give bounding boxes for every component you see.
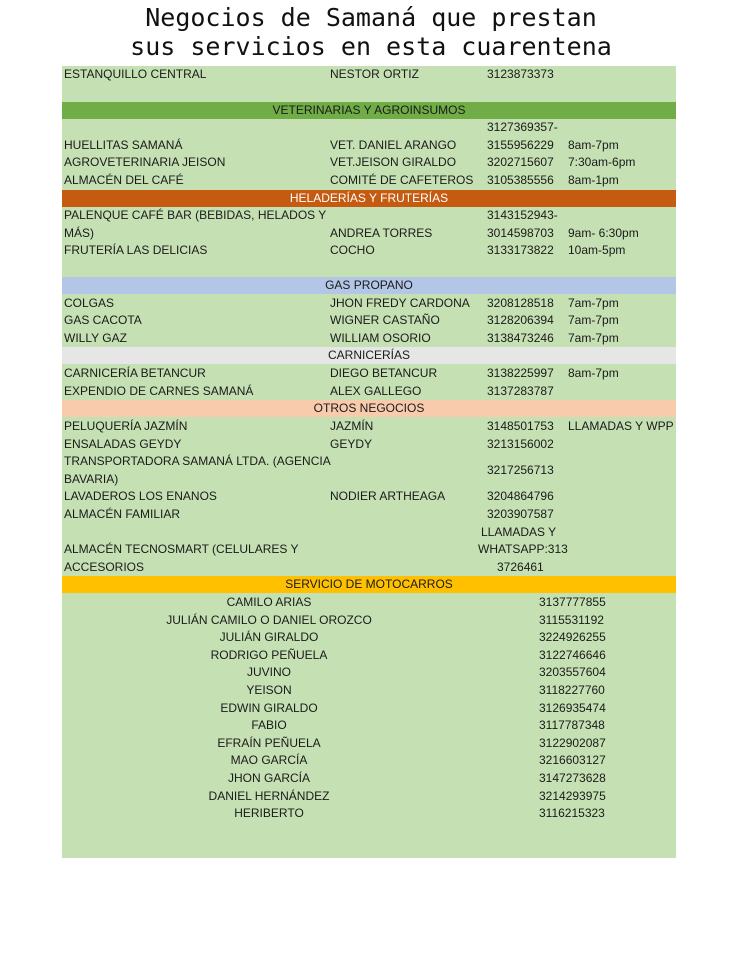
business-name: FRUTERÍA LAS DELICIAS (64, 243, 208, 257)
business-name: ENSALADAS GEYDY (64, 437, 182, 451)
phone-number: 3014598703 (487, 226, 554, 240)
contact-name: WIGNER CASTAÑO (330, 313, 440, 327)
business-name: TRANSPORTADORA SAMANÁ LTDA. (AGENCIA (64, 454, 331, 468)
hours: 8am-7pm (568, 366, 619, 380)
phone-number: 3116215323 (539, 806, 605, 820)
business-name: CARNICERÍA BETANCUR (64, 366, 206, 380)
phone-number: 3203907587 (487, 507, 554, 521)
contact-name: DIEGO BETANCUR (330, 366, 438, 380)
driver-name: JHON GARCÍA (227, 771, 310, 785)
hours: 7am-7pm (568, 331, 619, 345)
section-header-gas: GAS PROPANO (62, 277, 676, 294)
phone-number: 3203557604 (539, 665, 606, 679)
driver-name: JUVINO (246, 665, 291, 679)
section-header-otros: OTROS NEGOCIOS (62, 400, 676, 417)
hours: 10am-5pm (568, 243, 626, 257)
phone-number: 3204864796 (487, 489, 554, 503)
business-name: ALMACÉN DEL CAFÉ (64, 173, 184, 187)
business-name: MÁS) (64, 226, 94, 240)
driver-name: FABIO (251, 718, 287, 732)
contact-name: NODIER ARTHEAGA (330, 489, 446, 503)
business-table (62, 66, 676, 858)
driver-name: JULIÁN CAMILO O DANIEL OROZCO (166, 613, 372, 627)
contact-name: VET.JEISON GIRALDO (330, 155, 457, 169)
hours: 8am-1pm (568, 173, 619, 187)
phone-number: 3138473246 (487, 331, 554, 345)
phone-number: 3155956229 (487, 138, 554, 152)
phone-number: 3137283787 (487, 384, 554, 398)
title-line-2: sus servicios en esta cuarentena (130, 32, 612, 61)
phone-number: 3208128518 (487, 296, 554, 310)
phone-number: 3122902087 (539, 736, 606, 750)
driver-name: YEISON (246, 683, 292, 697)
contact-name: ANDREA TORRES (330, 226, 433, 240)
business-name: EXPENDIO DE CARNES SAMANÁ (64, 384, 254, 398)
phone-number: 3217256713 (487, 463, 554, 477)
phone-number: 3726461 (497, 560, 544, 574)
phone-number: 3202715607 (487, 155, 554, 169)
business-name: HUELLITAS SAMANÁ (64, 138, 183, 152)
phone-number: 3224926255 (539, 630, 606, 644)
business-name: AGROVETERINARIA JEISON (64, 155, 226, 169)
phone-number: 3147273628 (539, 771, 606, 785)
contact-name: JAZMÍN (330, 419, 374, 433)
phone-number: 3118227760 (539, 683, 605, 697)
business-name: ACCESORIOS (64, 560, 145, 574)
phone-number: 3115531192 (539, 613, 604, 627)
contact-name: COCHO (330, 243, 375, 257)
phone-number: WHATSAPP:313 (478, 542, 568, 556)
contact-name: VET. DANIEL ARANGO (330, 138, 457, 152)
phone-number: 3128206394 (487, 313, 554, 327)
hours: 7am-7pm (568, 313, 619, 327)
hours: 9am- 6:30pm (568, 226, 639, 240)
section-header-motocarros: SERVICIO DE MOTOCARROS (62, 576, 676, 593)
driver-name: RODRIGO PEÑUELA (210, 648, 328, 662)
business-name: COLGAS (64, 296, 115, 310)
driver-name: MAO GARCÍA (230, 753, 308, 767)
phone-number: 3126935474 (539, 701, 606, 715)
phone-number: 3216603127 (539, 753, 606, 767)
business-name: GAS CACOTA (64, 313, 142, 327)
business-name: WILLY GAZ (64, 331, 127, 345)
hours: 7am-7pm (568, 296, 619, 310)
phone-number: 3117787348 (539, 718, 605, 732)
business-name: BAVARIA) (64, 472, 119, 486)
phone-number: 3138225997 (487, 366, 554, 380)
contact-name: ALEX GALLEGO (330, 384, 422, 398)
phone-number: 3105385556 (487, 173, 554, 187)
business-name: ALMACÉN FAMILIAR (64, 507, 181, 521)
page-title (0, 3, 742, 61)
hours: 7:30am-6pm (568, 155, 636, 169)
business-name: PALENQUE CAFÉ BAR (BEBIDAS, HELADOS Y (64, 208, 327, 222)
driver-name: DANIEL HERNÁNDEZ (208, 789, 330, 803)
phone-number: 3122746646 (539, 648, 606, 662)
phone-number: 3127369357- (487, 120, 558, 134)
title-line-1: Negocios de Samaná que prestan (145, 3, 597, 32)
contact-name: JHON FREDY CARDONA (330, 296, 470, 310)
phone-number: 3148501753 (487, 419, 554, 433)
hours: 8am-7pm (568, 138, 619, 152)
driver-name: JULIÁN GIRALDO (219, 630, 319, 644)
business-name: ALMACÉN TECNOSMART (CELULARES Y (64, 542, 299, 556)
driver-name: EFRAÍN PEÑUELA (217, 736, 321, 750)
driver-name: HERIBERTO (234, 806, 304, 820)
phone-number: 3137777855 (539, 595, 606, 609)
phone-number: 3213156002 (487, 437, 554, 451)
business-name: ESTANQUILLO CENTRAL (64, 67, 207, 81)
contact-name: WILLIAM OSORIO (330, 331, 431, 345)
contact-name: GEYDY (330, 437, 373, 451)
phone-number: 3143152943- (487, 208, 558, 222)
hours: LLAMADAS Y WPP (568, 419, 674, 433)
business-name: LAVADEROS LOS ENANOS (64, 489, 217, 503)
driver-name: CAMILO ARIAS (226, 595, 312, 609)
phone-number: 3214293975 (539, 789, 606, 803)
phone-number: 3123873373 (487, 67, 554, 81)
contact-name: COMITÉ DE CAFETEROS (330, 173, 474, 187)
business-name: PELUQUERÍA JAZMÍN (64, 419, 188, 433)
driver-name: EDWIN GIRALDO (220, 701, 318, 715)
section-header-veterinarias: VETERINARIAS Y AGROINSUMOS (62, 102, 676, 119)
contact-name: NESTOR ORTIZ (330, 67, 419, 81)
phone-number: 3133173822 (487, 243, 554, 257)
section-header-carnicerias: CARNICERÍAS (62, 347, 676, 364)
phone-number: LLAMADAS Y (481, 525, 557, 539)
section-header-heladerias: HELADERÍAS Y FRUTERÍAS (62, 190, 676, 207)
